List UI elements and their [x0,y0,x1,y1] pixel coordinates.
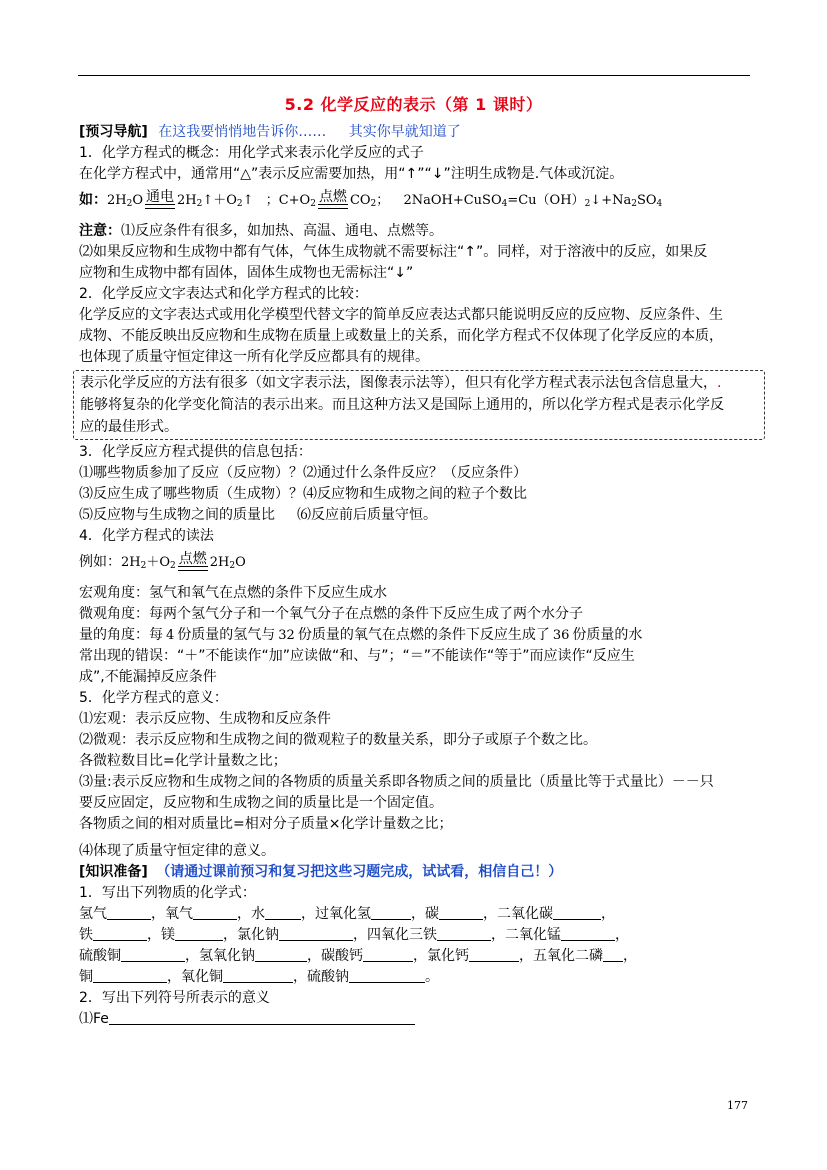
header-rule [78,75,750,76]
formula-text: SO [636,193,657,208]
number: 36 [552,628,570,643]
blank-label: ，氢氧化钠 [185,948,255,964]
answer-blank[interactable] [561,926,615,941]
formula-text: =Cu（OH） [507,193,585,208]
condition-ignite: 点燃 [178,551,207,567]
paragraph: 微观角度：每两个氢气分子和一个氧气分子在点燃的条件下反应生成了两个水分子 [79,606,583,622]
paragraph: 各物质之间的相对质量比=相对分子质量×化学计量数之比； [79,816,453,832]
fill-row [79,946,751,967]
formula-text: 2H [177,193,197,208]
document-body [79,122,751,1030]
formula-text: ↓+Na [590,193,632,208]
answer-blank[interactable] [349,968,425,983]
fill-row [79,904,751,925]
info-item: ⑹反应前后质量守恒。 [297,507,437,523]
section-label: [知识准备] [79,864,148,880]
paragraph: ⑴宏观：表示反应物、生成物和反应条件 [79,711,331,727]
reading-example-line [79,547,751,577]
formula-text: 2H [209,555,230,570]
formula-text: ↑ [242,193,254,208]
paragraph [79,625,751,646]
blank-label: ，氧气 [151,906,193,922]
blank-label: ⑴Fe [79,1011,109,1027]
formula-text: CO [349,193,371,208]
paragraph: ⑶反应生成了哪些物质（生成物）？⑷反应物和生成物之间的粒子个数比 [79,486,527,502]
blank-label: ，碳酸钙 [307,948,363,964]
paragraph: 1．化学方程式的概念：用化学式来表示化学反应的式子 [79,145,424,161]
preview-hint-2: 其实你早就知道了 [348,124,461,140]
blank-label: 。 [425,969,439,985]
question: 2．写出下列符号所表示的意义 [79,990,270,1006]
box-text: 能够将复杂的化学变化简洁的表示出来。而且这种方法又是国际上通用的，所以化学方程式是表示化学反 [80,397,724,413]
formula-text: 2H [107,193,127,208]
paragraph: 成物、不能反映出反应物和生成物在质量上或数量上的关系，而化学方程式不仅体现了化学反应的本质， [79,328,723,344]
paragraph: ⑶量:表示反应物和生成物之间的各物质的质量关系即各物质之间的质量比（质量比等于式量比）－－只 [79,774,714,790]
answer-blank[interactable] [107,905,151,920]
subscript: 2 [170,561,176,571]
blank-label: 铁 [79,927,93,943]
paragraph: 要反应固定，反应物和生成物之间的质量比是一个固定值。 [79,795,443,811]
preview-hint: 在这我要悄悄地告诉你…… [158,124,327,140]
formula-text: O [235,555,246,570]
subscript: 4 [656,199,663,209]
paragraph: 应物和生成物中都有固体，固体生成物也无需标注“↓” [79,265,414,281]
preview-heading [79,122,751,143]
box-line [80,372,764,394]
subscript: 2 [310,199,316,209]
blank-label: ， [615,927,629,943]
subscript: 2 [229,561,236,571]
subscript: 2 [196,199,203,209]
formula-text: ＋O [146,555,171,570]
paragraph: 成”,不能漏掉反应条件 [79,669,217,685]
blank-label: ，二氧化锰 [491,927,561,943]
answer-blank[interactable] [255,947,307,962]
blank-label: ，镁 [147,927,175,943]
note-line [79,221,751,242]
answer-blank[interactable] [121,947,185,962]
paragraph: 宏观角度：氢气和氧气在点燃的条件下反应生成水 [79,585,387,601]
blank-label: ，氯化钠 [223,927,279,943]
blank-label: ，硫酸钠 [293,969,349,985]
answer-blank[interactable] [363,947,413,962]
answer-blank[interactable] [265,905,301,920]
answer-blank[interactable] [371,905,411,920]
fill-row [79,967,751,988]
answer-blank[interactable] [553,905,601,920]
blank-label: ， [601,906,615,922]
paragraph: ⑴哪些物质参加了反应（反应物）？⑵通过什么条件反应？（反应条件） [79,465,527,481]
page-title: 5.2 化学反应的表示（第 1 课时） [284,95,543,114]
paragraph: ⑵如果反应物和生成物中都有气体，气体生成物就不需要标注“↑”。同样，对于溶液中的反应，如果反 [79,244,708,260]
text: 量的角度：每 [79,627,163,643]
subscript: 2 [126,199,133,209]
subscript: 4 [501,199,508,209]
blank-label: ，二氧化碳 [483,906,553,922]
paragraph [79,505,751,526]
section-label: [预习导航] [79,124,148,140]
equation-example-line [79,185,751,215]
paragraph: ⑷体现了质量守恒定律的意义。 [79,843,275,859]
text: 份质量的水 [572,627,643,643]
answer-blank[interactable] [439,905,483,920]
answer-blank[interactable] [603,947,623,962]
paragraph: 各微粒数目比=化学计量数之比； [79,753,287,769]
paragraph: 4．化学方程式的读法 [79,528,214,544]
knowledge-hint: （请通过课前预习和复习把这些习题完成，试试看，相信自己！） [156,864,563,880]
paragraph: 在化学方程式中，通常用“△”表示反应需要加热，用“↑”“↓”注明生成物是.气体或沉淀。 [79,166,624,182]
blank-label: ，水 [237,906,265,922]
box-text: 应的最佳形式。 [80,419,178,435]
answer-blank[interactable] [175,926,223,941]
paragraph: 常出现的错误：“＋”不能读作“加”应读做“和、与”；“＝”不能读作“等于”而应读作“反应生 [79,648,635,664]
blank-label: ，氧化铜 [167,969,223,985]
subscript: 2 [236,199,243,209]
subscript: 2 [631,199,637,209]
number: 4 [166,628,175,643]
condition-electrolysis: 通电 [146,189,175,205]
blank-label: ，四氧化三铁 [353,927,437,943]
answer-blank[interactable] [93,968,167,983]
formula-text: ↑＋O [202,193,237,208]
note-label: 注意： [79,223,121,239]
example-prefix: 如： [79,192,107,208]
blank-label: ， [623,948,637,964]
formula-text: O [132,193,144,208]
page-number: 177 [727,1099,748,1112]
knowledge-heading [79,862,751,883]
condition-ignite: 点燃 [318,189,347,205]
answer-blank[interactable] [93,926,147,941]
blank-label: ，氯化钙 [413,948,469,964]
text: 份质量的氧气在点燃的条件下反应生成了 [297,627,550,643]
blank-label: ，过氧化氢 [301,906,371,922]
paragraph: 也体现了质量守恒定律这一所有化学反应都具有的规律。 [79,349,429,365]
example-prefix: 例如： [79,554,121,570]
paragraph: 5．化学方程式的意义： [79,690,228,706]
answer-blank[interactable] [193,905,237,920]
answer-blank[interactable] [469,947,519,962]
subscript: 2 [370,199,377,209]
fill-row [79,925,751,946]
paragraph: 2．化学反应文字表达式和化学方程式的比较： [79,286,368,302]
box-text: 表示化学反应的方法有很多（如文字表示法，图像表示法等），但只有化学方程式表示法包含信息量大， [80,375,717,391]
note-text: ⑴反应条件有很多，如加热、高温、通电、点燃等。 [121,223,443,239]
paragraph: 3．化学反应方程式提供的信息包括： [79,444,312,460]
paragraph: 化学反应的文字表达式或用化学模型代替文字的简单反应表达式都只能说明反应的反应物、反应条件、生 [79,307,723,323]
highlight-box [73,370,765,440]
blank-label: 铜 [79,969,93,985]
subscript: 2 [584,199,591,209]
box-mark: . [717,375,722,391]
blank-label: 硫酸铜 [79,948,121,964]
formula-text: ； [376,193,390,208]
text: 份质量的氢气与 [177,627,276,643]
formula-text: 2NaOH+CuSO [403,193,502,208]
answer-blank[interactable] [109,1010,415,1025]
paragraph: ⑵微观：表示反应物和生成物之间的微观粒子的数量关系，即分子或原子个数之比。 [79,732,597,748]
formula-text: 2H [121,555,141,570]
blank-label: 氢气 [79,906,107,922]
answer-blank[interactable] [279,926,353,941]
formula-text: ；C+O [265,193,311,208]
question: 1．写出下列物质的化学式： [79,885,256,901]
info-item: ⑸反应物与生成物之间的质量比 [79,507,275,523]
number: 32 [278,628,295,643]
blank-label: ，碳 [411,906,439,922]
answer-blank[interactable] [437,926,491,941]
fill-row [79,1009,751,1030]
subscript: 2 [140,561,147,571]
blank-label: ，五氧化二磷 [519,948,603,964]
answer-blank[interactable] [223,968,293,983]
